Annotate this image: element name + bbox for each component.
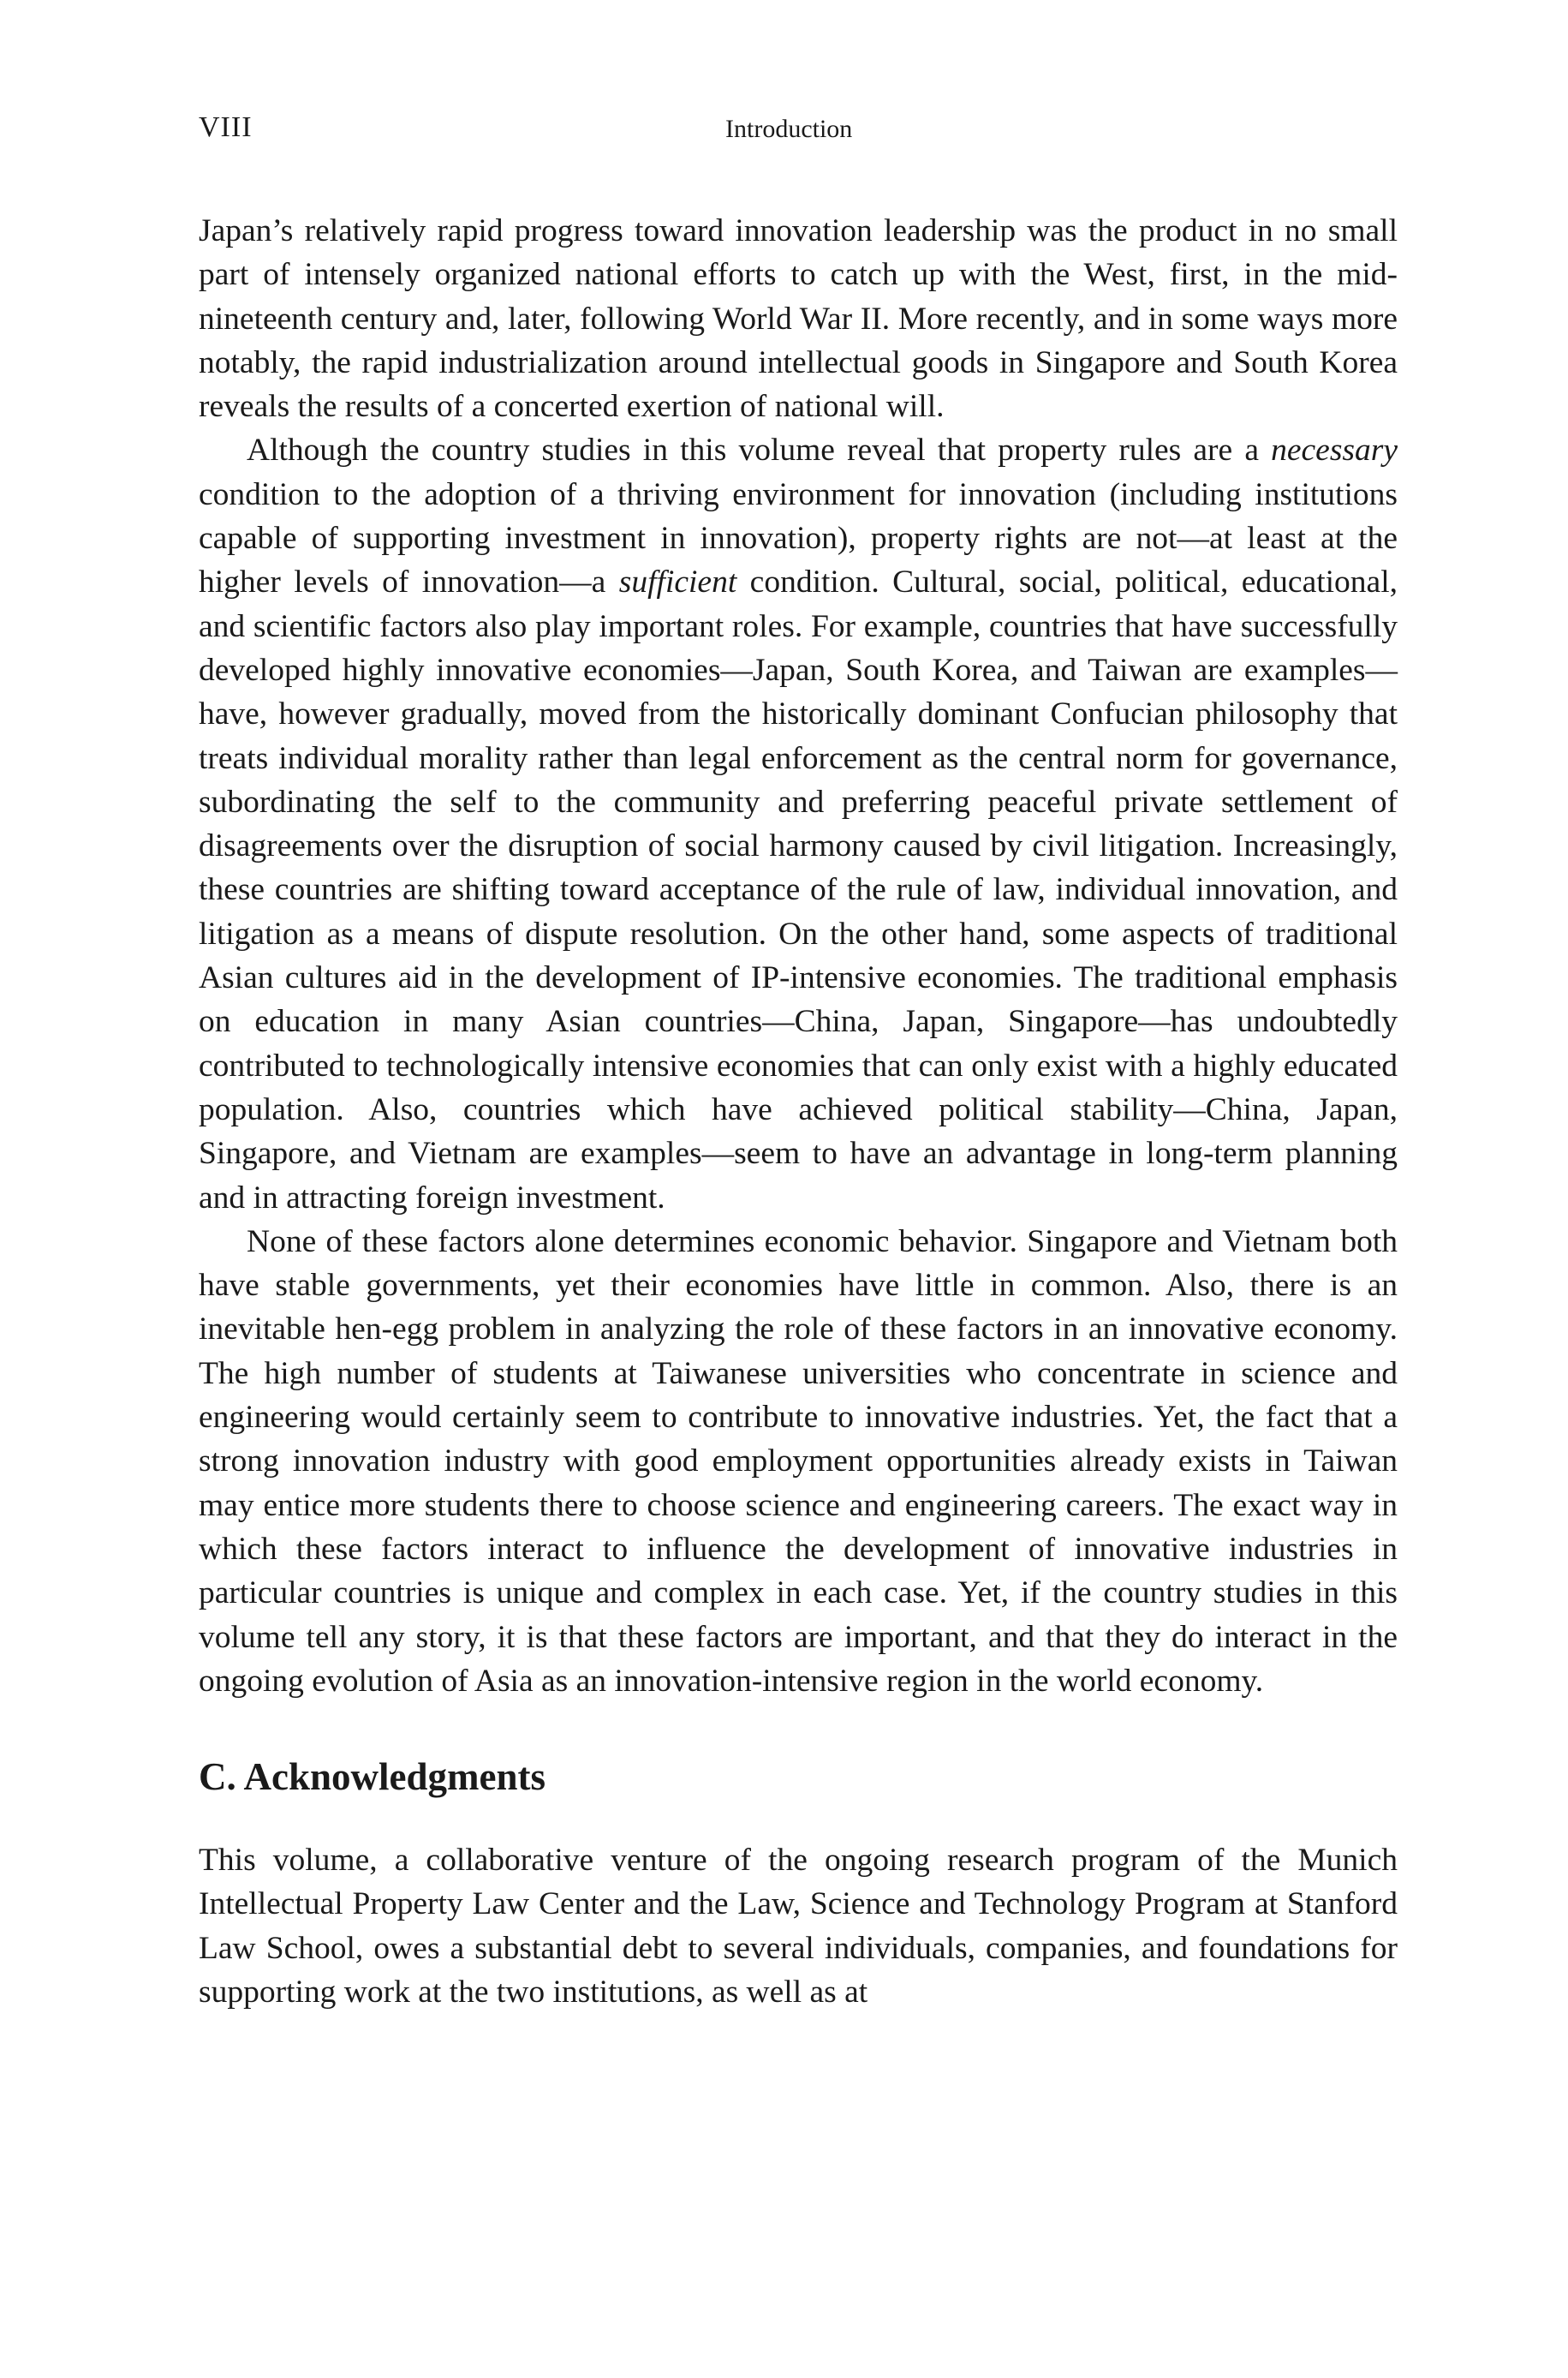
paragraph-factors: None of these factors alone determines economic behavior. Singapore and Vietnam both have stable governments, yet their economies have little in common. Also, there is an inevitable hen-egg problem in analyzing the role of these factors in an innovative economy. The high number of students at Taiwanese universities who concentrate in science and engineering would certainly seem to contribute to innovative industries. Yet, the fact that a strong innovation industry with good employment opportunities already exists in Taiwan may entice more students there to choose science and engineering careers. The exact way in which these factors interact to influence the development of innovative industries in particular countries is unique and complex in each case. Yet, if the country studies in this volume tell any story, it is that these factors are important, and that they do interact in the ongoing evolution of Asia as an innovation-intensive region in the world economy. [199, 1223, 1398, 1699]
body-text [199, 209, 1398, 2014]
running-title: Introduction [725, 115, 853, 143]
running-head [199, 111, 1398, 163]
emphasis-sufficient: sufficient [618, 565, 737, 600]
paragraph-property-rules [199, 428, 1398, 1219]
section-heading: C. Acknowledgments [199, 1755, 546, 1799]
paragraph-segment: condition. Cultural, social, political, educational, and scientific factors also play important roles. For example, countries that have successfully developed highly innovative economies—Japan, South Korea, and Taiwan are examples—have, however gradually, moved from the historically dominant Confucian philosophy that treats individual morality rather than legal enforcement as the central norm for governance, subordinating the self to the community and preferring peaceful private settlement of disagreements over the disruption of social harmony caused by civil litigation. Increasingly, these countries are shifting toward acceptance of the rule of law, individual innovation, and litigation as a means of dispute resolution. On the other hand, some aspects of traditional Asian cultures aid in the development of IP-intensive economies. The traditional emphasis on education in many Asian countries—China, Japan, Singapore—has undoubtedly contributed to technologically intensive economies that can only exist with a highly educated population. Also, countries which have achieved political stability—China, Japan, Singapore, and Vietnam are examples—seem to have an advantage in long-term planning and in attracting foreign investment. [199, 565, 1398, 1216]
paragraph-japan: Japan’s relatively rapid progress toward innovation leadership was the product in no small part of intensely organized national efforts to catch up with the West, first, in the mid-nineteenth century and, later, following World War II. More recently, and in some ways more notably, the rapid industrialization around intellectual goods in Singapore and South Korea reveals the results of a concerted exertion of national will. [199, 213, 1398, 425]
page-number: VIII [199, 111, 253, 143]
book-page [199, 111, 1398, 2014]
paragraph-segment: Although the country studies in this volume reveal that property rules are a [247, 433, 1272, 469]
paragraph-segment: condition to the adoption of a thriving environment for innovation (including institutions capable of supporting investment in innovation), property rights are not—at least at the higher levels of innovation—a [199, 476, 1398, 600]
paragraph-acknowledgments: This volume, a collaborative venture of the ongoing research program of the Munich Intellectual Property Law Center and the Law, Science and Technology Program at Stanford Law School, owes a substantial debt to several individuals, companies, and foundations for supporting work at the two institutions, as well as at [199, 1843, 1398, 2010]
emphasis-necessary: necessary [1271, 433, 1398, 469]
